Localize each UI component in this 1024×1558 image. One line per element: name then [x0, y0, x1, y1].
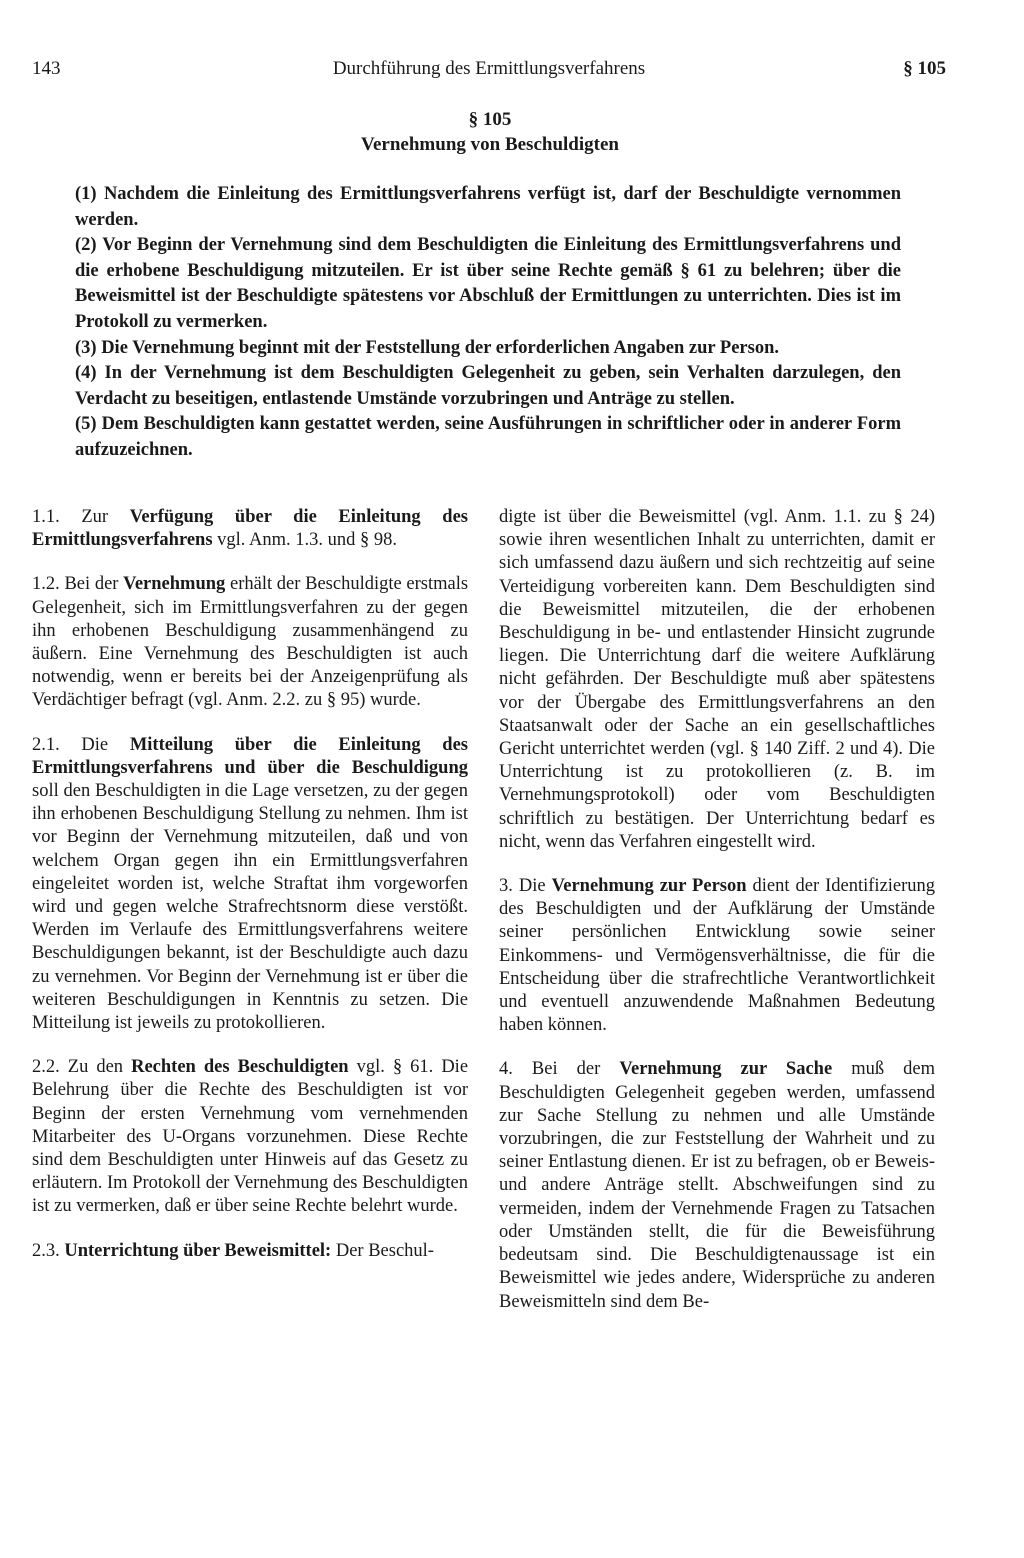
note-number: 2.3.: [32, 1240, 60, 1261]
note-lead: Bei der: [531, 1059, 601, 1080]
note-lead: Zur: [81, 507, 109, 527]
note-lead: Die: [518, 876, 546, 897]
note-number: 3.: [499, 876, 513, 897]
note-text: Der Beschul-: [335, 1240, 434, 1261]
running-header: [32, 58, 946, 88]
page-number: 143: [32, 58, 61, 79]
note-keyword: Vernehmung zur Person: [551, 876, 747, 897]
note-3: [499, 875, 935, 1037]
note-text: vgl. Anm. 1.3. und § 98.: [217, 530, 398, 551]
commentary-right-column: [499, 506, 935, 1335]
note-keyword: Unterrichtung über Beweismittel:: [64, 1240, 332, 1261]
note-number: 2.1.: [32, 734, 60, 755]
law-paragraph-4: (4) In der Vernehmung ist dem Beschuldigten Gelegenheit zu geben, sein Verhalten darzulegen, den Verdacht zu beseitigen, entlastende Umstände vorzubringen und Anträge zu stellen.: [75, 363, 901, 409]
section-reference: § 105: [903, 58, 946, 79]
law-paragraph-5: (5) Dem Beschuldigten kann gestattet werden, seine Ausführungen in schriftlicher oder in anderer Form aufzuzeichnen.: [75, 414, 901, 460]
note-keyword: Mitteilung über die Einleitung des Ermittlungsverfahrens und über die Beschuldigung: [32, 734, 468, 778]
section-heading: [0, 108, 1024, 158]
note-text: dient der Identifizierung des Beschuldigten und der Aufklärung der Umstände seiner persönlichen Entwicklung sowie seiner Einkommens- und Vermögensverhältnisse, die für die Entscheidung über die strafrechtliche Verantwortlichkeit und eventuell anzuwendende Maßnahmen Bedeutung haben können.: [499, 876, 936, 1036]
note-number: 1.2.: [32, 574, 60, 595]
note-lead: Die: [81, 734, 109, 755]
note-2-3-continued: [499, 506, 935, 854]
note-number: 1.1.: [32, 507, 60, 527]
note-text: soll den Beschuldigten in die Lage versetzen, zu der gegen ihn erhobenen Beschuldigung Stellung zu nehmen. Ihm ist vor Beginn der Vernehmung mitzuteilen, daß und von welchem Organ gegen ihn ein Ermittlungsverfahren eingeleitet worden ist, welche Straftat ihm vorgeworfen wird und gegen welche Strafrechtsnorm diese verstößt. Werden im Verlaufe des Ermittlungsverfahrens weitere Beschuldigungen bekannt, ist der Beschuldigte auch dazu zu vernehmen. Vor Beginn der Vernehmung ist er über die weiteren Beschuldigungen in Kenntnis zu setzen. Die Mitteilung ist jeweils zu protokollieren.: [32, 781, 468, 1034]
note-keyword: Rechten des Beschuldigten: [131, 1057, 349, 1078]
note-keyword: Vernehmung: [123, 574, 226, 595]
section-number: § 105: [468, 109, 512, 130]
note-lead: Zu den: [67, 1057, 124, 1078]
note-number: 2.2.: [32, 1057, 60, 1078]
section-title: Vernehmung von Beschuldigten: [361, 134, 619, 155]
running-title: Durchführung des Ermittlungsverfahrens: [332, 58, 646, 79]
commentary-left-column: [32, 506, 468, 1284]
law-paragraph-1: (1) Nachdem die Einleitung des Ermittlungsverfahrens verfügt ist, darf der Beschuldigte vernommen werden.: [75, 184, 901, 230]
note-2-1: [32, 734, 468, 1036]
note-1-1: [32, 506, 468, 552]
law-paragraph-3: (3) Die Vernehmung beginnt mit der Feststellung der erforderlichen Angaben zur Person.: [75, 337, 779, 358]
note-text: muß dem Beschuldigten Gelegenheit gegeben werden, umfassend zur Sache Stellung zu nehmen und alle Umstände vorzubringen, die zur Feststellung der Wahrheit und zu seiner Entlastung dienen. Er ist zu befragen, ob er Beweis- und andere Anträge stellt. Abschweifungen sind zu vermeiden, indem der Vernehmende Fragen zu Tatsachen oder Umständen stellt, die für die Beweisführung bedeutsam sind. Die Beschuldigtenaussage ist ein Beweismittel wie jedes andere, Widersprüche zu anderen Beweismitteln sind dem Be-: [499, 1059, 935, 1312]
note-keyword: Vernehmung zur Sache: [619, 1059, 833, 1080]
note-2-2: [32, 1056, 468, 1218]
note-number: 4.: [499, 1059, 513, 1080]
note-lead: Bei der: [64, 574, 119, 595]
note-4: [499, 1058, 935, 1313]
note-keyword: Verfügung über die Einleitung des Ermittlungsverfahrens: [32, 507, 468, 551]
note-1-2: [32, 573, 468, 712]
law-text: [75, 182, 901, 464]
note-text: vgl. § 61. Die Belehrung über die Rechte des Beschuldigten ist vor Beginn der ersten Vernehmung vom vernehmenden Mitarbeiter des U-Organs vorzunehmen. Diese Rechte sind dem Beschuldigten unter Hinweis auf das Gesetz zu erläutern. Im Protokoll der Vernehmung des Beschuldigten ist zu vermerken, daß er über seine Rechte belehrt wurde.: [32, 1057, 469, 1217]
law-paragraph-2: (2) Vor Beginn der Vernehmung sind dem Beschuldigten die Einleitung des Ermittlungsverfahrens und die erhobene Beschuldigung mitzuteilen. Er ist über seine Rechte gemäß § 61 zu belehren; über die Beweismittel ist der Beschuldigte spätestens vor Abschluß der Ermittlungen zu unterrichten. Dies ist im Protokoll zu vermerken.: [75, 235, 901, 332]
note-2-3: [32, 1240, 468, 1263]
note-text: digte ist über die Beweismittel (vgl. Anm. 1.1. zu § 24) sowie ihren wesentlichen Inhalt zu unterrichten, damit er sich umfassend dazu äußern und sich rechtzeitig auf seine Verteidigung vorbereiten kann. Dem Beschuldigten sind die Beweismittel mitzuteilen, die der erhobenen Beschuldigung in be- und entlastender Hinsicht zugrunde liegen. Die Unterrichtung darf die weitere Aufklärung nicht gefährden. Der Beschuldigte muß aber spätestens vor der Übergabe des Ermittlungsverfahrens an den Staatsanwalt oder der Sache an ein gesellschaftliches Gericht unterrichtet werden (vgl. § 140 Ziff. 2 und 4). Die Unterrichtung ist zu protokollieren (z. B. im Vernehmungsprotokoll) oder vom Beschuldigten schriftlich zu bestätigen. Der Unterrichtung bedarf es nicht, wenn das Verfahren eingestellt wird.: [499, 507, 935, 852]
note-text: erhält der Beschuldigte erstmals Gelegenheit, sich im Ermittlungsverfahren zu der gegen ihn erhobenen Beschuldigung zusammenhängend zu äußern. Eine Vernehmung des Beschuldigten ist auch notwendig, wenn er bereits bei der Anzeigenprüfung als Verdächtiger befragt (vgl. Anm. 2.2. zu § 95) wurde.: [32, 574, 469, 711]
